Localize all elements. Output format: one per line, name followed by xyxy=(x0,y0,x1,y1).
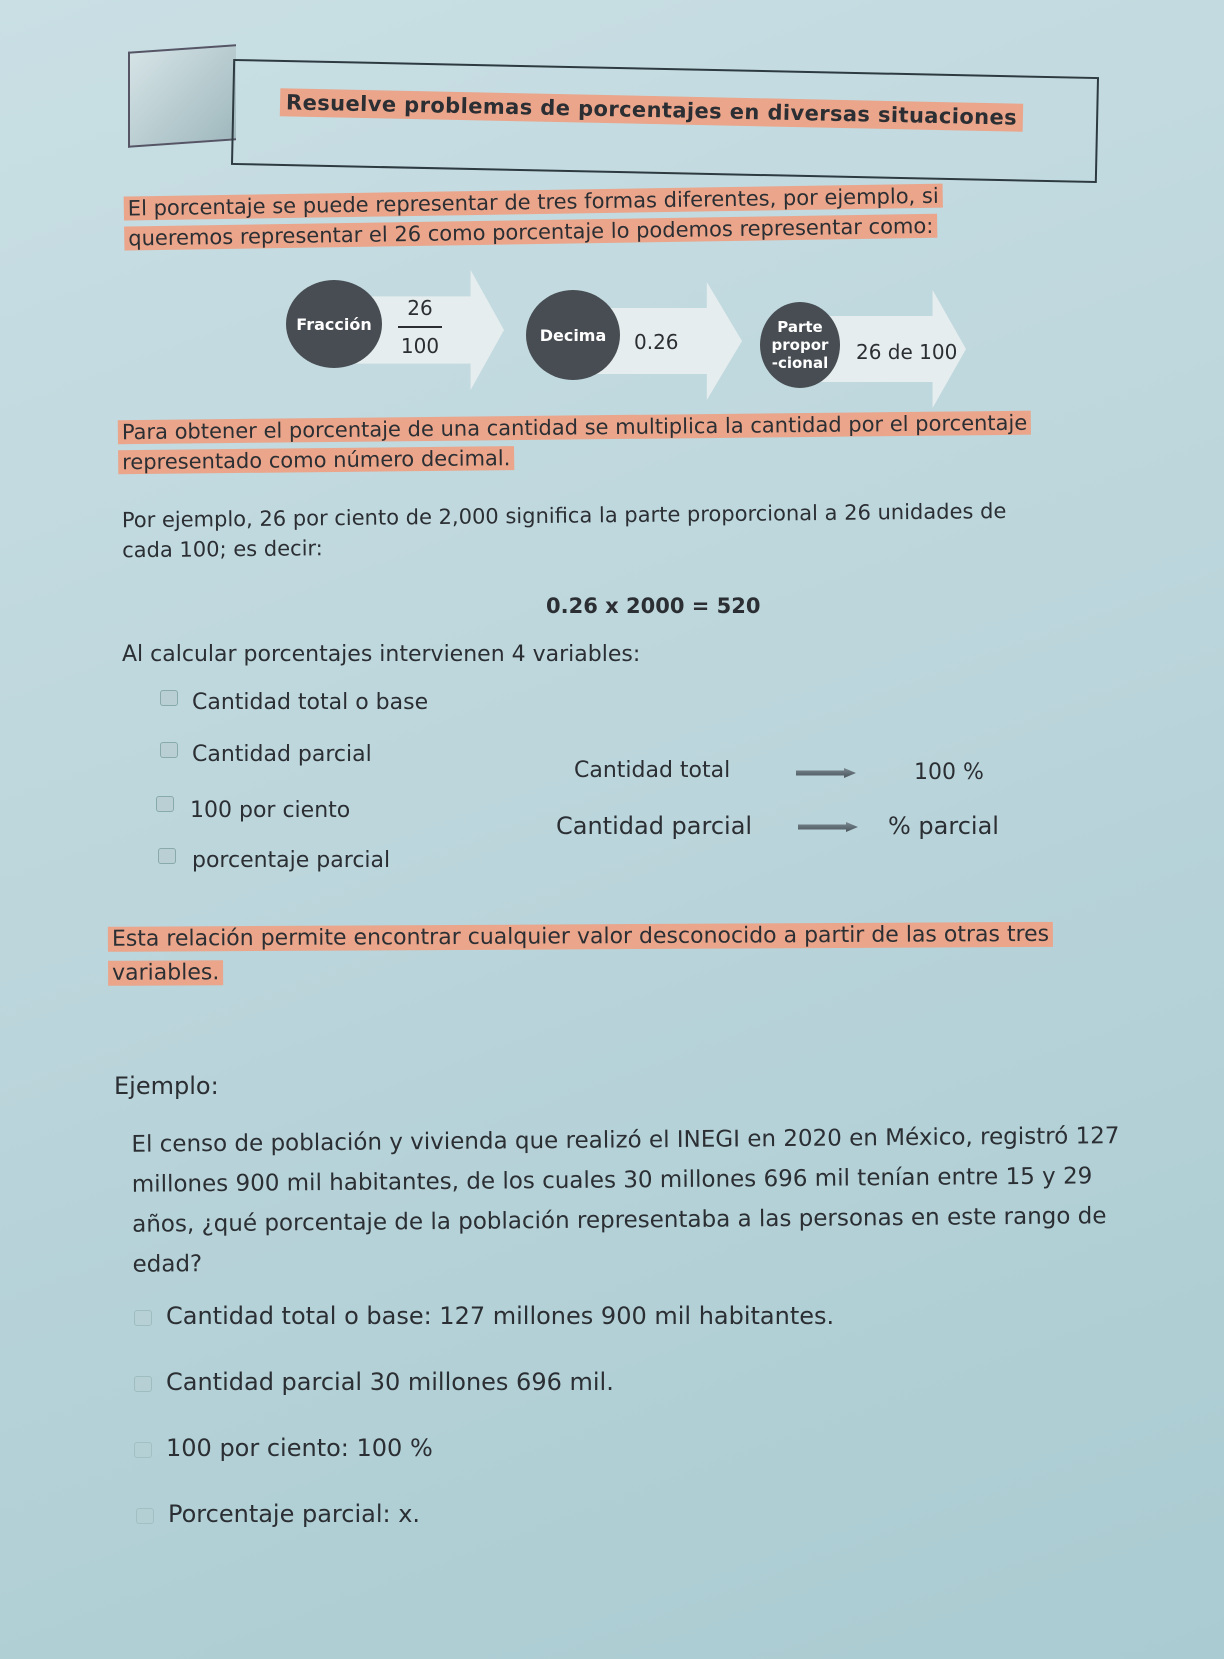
example-paragraph xyxy=(131,1115,1212,1284)
arrow-right-icon xyxy=(796,768,856,778)
fraction-circle xyxy=(286,280,382,368)
rule-paragraph xyxy=(118,407,1119,477)
fraction-label: Fracción xyxy=(296,314,372,334)
variable-item: porcentaje parcial xyxy=(192,848,391,873)
fraction-value xyxy=(398,296,442,358)
relation-note xyxy=(108,917,1178,991)
proportional-label-2: propor xyxy=(771,336,829,354)
proportional-circle xyxy=(760,302,840,388)
relation-note-line-1: Esta relación permite encontrar cualquier valor desconocido a partir de las otras tres xyxy=(108,922,1053,952)
bullet-icon xyxy=(160,742,178,758)
proportional-label-3: -cional xyxy=(771,354,829,372)
bullet-icon xyxy=(160,690,178,706)
bullet-icon xyxy=(158,848,176,864)
relation-left-total: Cantidad total xyxy=(574,758,731,783)
relation-left-partial: Cantidad parcial xyxy=(556,812,753,840)
relation-note-line-2: variables. xyxy=(108,960,223,986)
bullet-icon xyxy=(134,1376,152,1392)
fraction-denominator: 100 xyxy=(400,334,440,358)
example-item: Cantidad total o base: 127 millones 900 mil habitantes. xyxy=(166,1302,835,1330)
fraction-numerator: 26 xyxy=(407,296,433,320)
example-heading: Ejemplo: xyxy=(114,1072,219,1100)
relation-right-partial: % parcial xyxy=(888,812,999,840)
example-item: 100 por ciento: 100 % xyxy=(166,1434,433,1462)
example-line-2: millones 900 mil habitantes, de los cuales 30 millones 696 mil tenían entre 15 y 29 xyxy=(131,1163,1093,1198)
example-intro-line-2: cada 100; es decir: xyxy=(122,536,323,563)
bullet-icon xyxy=(134,1310,152,1326)
equation: 0.26 x 2000 = 520 xyxy=(546,594,761,618)
variable-item: Cantidad parcial xyxy=(192,742,372,767)
rule-line-2: representado como número decimal. xyxy=(118,446,514,474)
intro-paragraph xyxy=(124,178,1085,253)
decimal-label: Decima xyxy=(539,325,607,345)
example-intro-paragraph xyxy=(118,495,1139,566)
proportional-value: 26 de 100 xyxy=(856,340,958,364)
bullet-icon xyxy=(134,1442,152,1458)
example-line-4: edad? xyxy=(132,1251,203,1278)
variables-intro: Al calcular porcentajes intervienen 4 variables: xyxy=(122,642,641,667)
arrow-right-icon xyxy=(798,822,858,832)
rule-line-1: Para obtener el porcentaje de una cantidad se multiplica la cantidad por el porcentaje xyxy=(118,411,1032,445)
bullet-icon xyxy=(156,796,174,812)
page-title: Resuelve problemas de porcentajes en diversas situaciones xyxy=(280,88,1024,132)
example-item: Cantidad parcial 30 millones 696 mil. xyxy=(166,1368,614,1396)
intro-line-2: queremos representar el 26 como porcentaje lo podemos representar como: xyxy=(124,214,937,251)
decimal-value: 0.26 xyxy=(634,330,679,354)
title-tab-decoration xyxy=(128,44,236,148)
example-intro-line-1: Por ejemplo, 26 por ciento de 2,000 significa la parte proporcional a 26 unidades de xyxy=(121,499,1007,533)
example-line-3: años, ¿qué porcentaje de la población representaba a las personas en este rango de xyxy=(132,1203,1107,1238)
proportional-label-1: Parte xyxy=(777,318,823,336)
example-line-1: El censo de población y vivienda que realizó el INEGI en 2020 en México, registró 127 xyxy=(131,1123,1120,1158)
intro-line-1: El porcentaje se puede representar de tres formas diferentes, por ejemplo, si xyxy=(124,184,943,221)
bullet-icon xyxy=(136,1508,154,1524)
variable-item: 100 por ciento xyxy=(190,798,351,823)
decimal-circle xyxy=(526,290,620,380)
variable-item: Cantidad total o base xyxy=(192,690,429,715)
relation-right-total: 100 % xyxy=(914,760,984,785)
fraction-bar xyxy=(398,326,442,328)
example-item: Porcentaje parcial: x. xyxy=(168,1500,421,1528)
